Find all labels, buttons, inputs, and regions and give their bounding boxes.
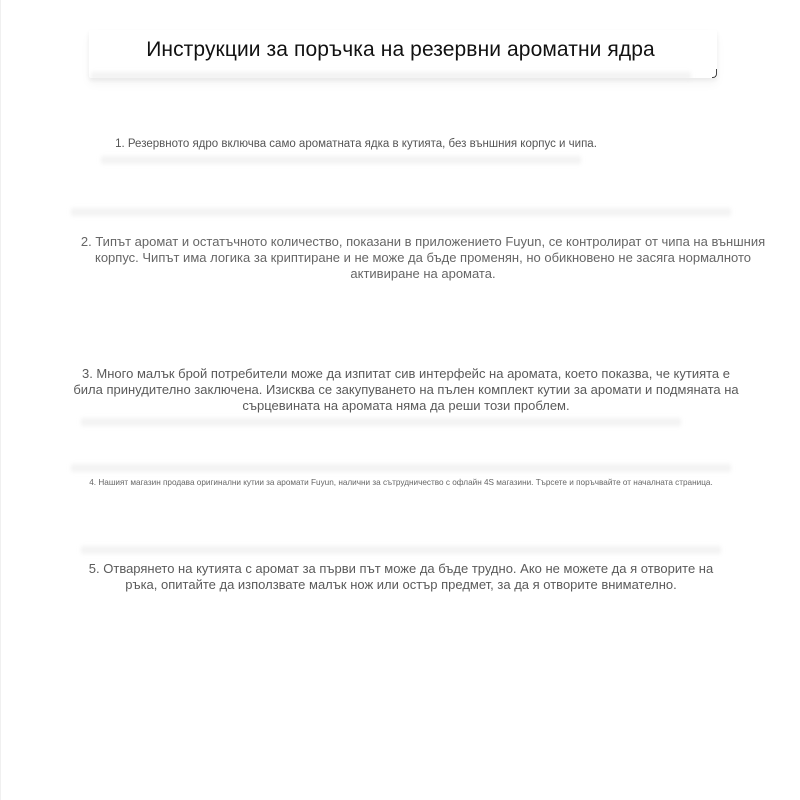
instruction-item-3 (71, 366, 741, 414)
instruction-text: 2. Типът аромат и остатъчното количество, показани в приложението Fuyun, се контролират от чипа на външния корпус. Чипът има логика за криптиране и не може да бъде променян, но обикновено не засяга нормалното активиране на аромата. (80, 234, 766, 281)
decorative-smudge (101, 156, 581, 164)
instruction-item-5 (71, 561, 731, 593)
decorative-smudge (71, 208, 731, 216)
decorative-smudge (71, 464, 731, 472)
instruction-text: 4. Нашият магазин продава оригинални кутии за аромати Fuyun, налични за сътрудничество с офлайн 4S магазини. Търсете и поръчвайте от началната страница. (89, 478, 713, 487)
instruction-text: 3. Много малък брой потребители може да изпитат сив интерфейс на аромата, което показва, че кутията е била принудително заключена. Изисква се закупуването на пълен комплект кутии за аромати и подмяната на сърцевината на аромата няма да реши този проблем. (73, 366, 739, 413)
instruction-text: 1. Резервното ядро включва само ароматната ядка в кутията, без външния корпус и чипа. (115, 138, 597, 150)
instruction-text: 5. Отварянето на кутията с аромат за първи път може да бъде трудно. Ако не можете да я отворите на ръка, опитайте да използвате малък нож или остър предмет, за да я отворите внимателно. (88, 561, 714, 592)
instruction-item-4 (21, 477, 781, 489)
page-title: Инструкции за поръчка на резервни ароматни ядра (146, 38, 655, 61)
instruction-item-1 (61, 136, 651, 152)
decorative-smudge (91, 72, 691, 80)
instruction-item-2 (73, 234, 773, 282)
decorative-smudge (81, 546, 721, 554)
decorative-smudge (81, 418, 681, 426)
